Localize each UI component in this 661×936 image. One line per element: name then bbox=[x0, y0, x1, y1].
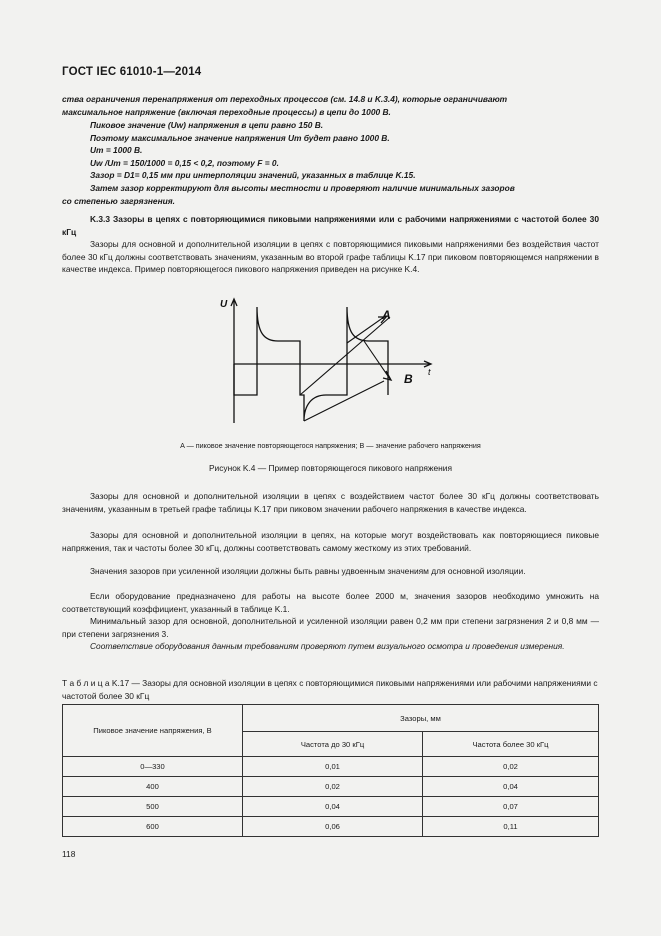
conformity-statement: Соответствие оборудования данным требованиям проверяют путем визуального осмотра и проведения измерения. bbox=[90, 641, 565, 651]
table-header-high-freq: Частота более 30 кГц bbox=[423, 732, 599, 757]
calc-line: Um = 1000 В. bbox=[90, 145, 143, 156]
table-header-voltage: Пиковое значение напряжения, В bbox=[63, 705, 243, 757]
table-row bbox=[63, 797, 599, 817]
table-row bbox=[63, 777, 599, 797]
table-cell: 0,02 bbox=[423, 757, 599, 777]
paragraph: Зазоры для основной и дополнительной изоляции в цепях, на которые могут воздействовать как повторяющиеся пиковые напряжения, так и частоты более 30 кГц, должны соответствовать самому жесткому из этих требований. bbox=[62, 530, 599, 553]
y-axis-label: U bbox=[220, 299, 228, 310]
table-cell: 500 bbox=[63, 797, 243, 817]
calc-line: Затем зазор корректируют для высоты местности и проверяют наличие минимальных зазоров bbox=[90, 182, 515, 193]
table-cell: 0,04 bbox=[243, 797, 423, 817]
table-cell: 0,11 bbox=[423, 817, 599, 837]
table-caption-text: K.17 — Зазоры для основной изоляции в цепях с повторяющимися пиковыми напряжениями или рабочими напряжениями с частотой более 30 кГц bbox=[62, 678, 598, 701]
peak-line bbox=[300, 317, 390, 395]
calc-line: Поэтому максимальное значение напряжения Um будет равно 1000 В. bbox=[90, 132, 390, 143]
label-b: B bbox=[404, 372, 413, 386]
table-caption-prefix: Т а б л и ц а bbox=[62, 678, 110, 688]
table-cell: 600 bbox=[63, 817, 243, 837]
table-cell: 0,07 bbox=[423, 797, 599, 817]
table-cell: 0,02 bbox=[243, 777, 423, 797]
table-cell: 0—330 bbox=[63, 757, 243, 777]
paragraph: Минимальный зазор для основной, дополнительной и усиленной изоляции равен 0,2 мм при степени загрязнения 2 и 0,8 мм — при степени загрязнения 3. bbox=[62, 616, 599, 639]
table-cell: 0,04 bbox=[423, 777, 599, 797]
intro-text bbox=[62, 93, 599, 118]
calc-line: Uw /Um = 150/1000 = 0,15 < 0,2, поэтому F = 0. bbox=[90, 157, 279, 168]
table-cell: 0,06 bbox=[243, 817, 423, 837]
paragraph: Если оборудование предназначено для работы на высоте более 2000 м, значения зазоров необходимо умножить на соответствующий коэффициент, указанный в таблице K.1. bbox=[62, 591, 599, 614]
table-header-low-freq: Частота до 30 кГц bbox=[243, 732, 423, 757]
figure-legend: A — пиковое значение повторяющегося напряжения; B — значение рабочего напряжения bbox=[180, 441, 481, 450]
pointer-b bbox=[364, 341, 390, 379]
document-header: ГОСТ IEC 61010-1—2014 bbox=[62, 66, 202, 78]
working-line bbox=[304, 381, 384, 421]
intro-line: ства ограничения перенапряжения от переходных процессов (см. 14.8 и K.3.4), которые ограничивают bbox=[62, 94, 508, 104]
label-a: A bbox=[382, 308, 391, 322]
calc-line: со степенью загрязнения. bbox=[62, 195, 175, 206]
paragraph: Зазоры для основной и дополнительной изоляции в цепях с воздействием частот более 30 кГц должны соответствовать значениям, указанным в третьей графе таблицы K.17 при пиковом значении рабочего напряжения в качестве индекса. bbox=[62, 491, 599, 514]
page-number: 118 bbox=[62, 849, 76, 859]
pointer-a bbox=[347, 317, 384, 343]
calc-line: Зазор = D1= 0,15 мм при интерполяции значений, указанных в таблице K.15. bbox=[90, 170, 416, 181]
table-row bbox=[63, 817, 599, 837]
calc-line: Пиковое значение (Uw) напряжения в цепи равно 150 В. bbox=[90, 120, 324, 130]
x-axis-label: t bbox=[428, 367, 431, 377]
table-header-group: Зазоры, мм bbox=[243, 705, 599, 732]
section-heading: K.3.3 Зазоры в цепях с повторяющимися пиковыми напряжениями или с рабочими напряжениями с частотой более 30 кГц bbox=[62, 214, 599, 237]
figure-caption: Рисунок K.4 — Пример повторяющегося пикового напряжения bbox=[208, 463, 453, 473]
table-row bbox=[63, 757, 599, 777]
calculation-block bbox=[62, 119, 599, 207]
clearance-table bbox=[62, 704, 599, 837]
intro-line: максимальное напряжение (включая переходные процессы) в цепи до 1000 В. bbox=[62, 106, 391, 117]
paragraph: Значения зазоров при усиленной изоляции должны быть равны удвоенным значениям для основной изоляции. bbox=[90, 566, 526, 576]
table-cell: 400 bbox=[63, 777, 243, 797]
table-cell: 0,01 bbox=[243, 757, 423, 777]
paragraph: Зазоры для основной и дополнительной изоляции в цепях с повторяющимися пиковыми напряжениями без воздействия частот более 30 кГц должны соответствовать значениям, указанным во второй графе таблицы K.17 при пиковом повторяющемся напряжении в качестве индекса. Пример повторяющегося пикового напряжения приведен на рисунке K.4. bbox=[62, 239, 599, 275]
table-caption bbox=[62, 677, 599, 702]
waveform-figure bbox=[214, 295, 450, 425]
